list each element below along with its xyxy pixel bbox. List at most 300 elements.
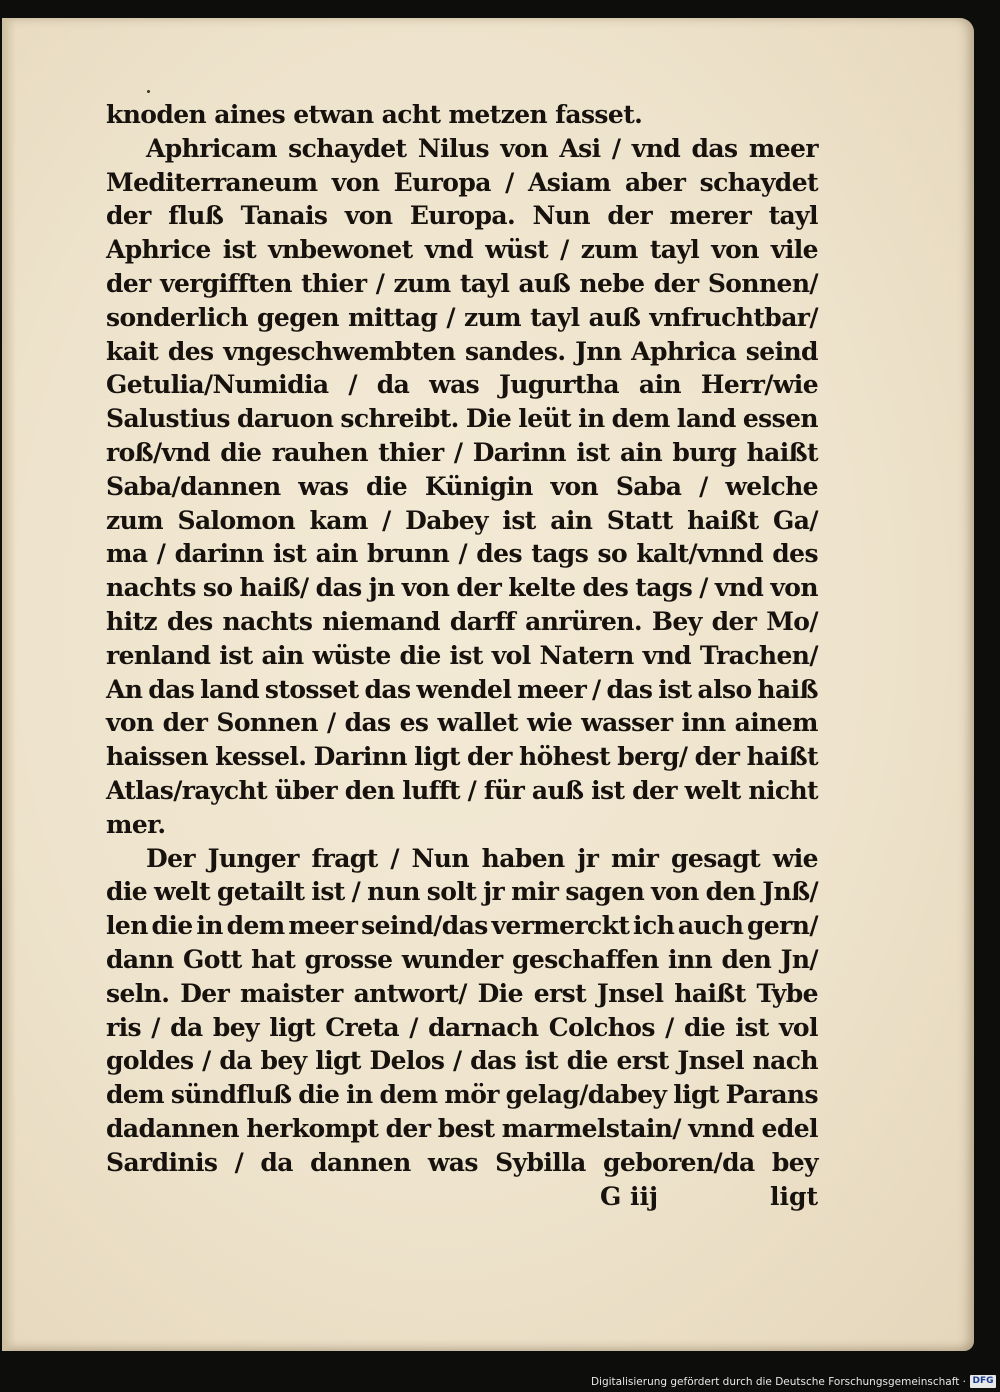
- word: len: [106, 911, 148, 941]
- word: Künigin: [424, 471, 533, 501]
- word: Getulia/Numidia: [106, 370, 329, 400]
- word: Nilus: [417, 133, 489, 163]
- text-line: [106, 909, 818, 943]
- word: der: [653, 268, 699, 298]
- word: Trachen/: [699, 640, 818, 670]
- word: Nun: [411, 843, 469, 873]
- word: Aphricam: [146, 133, 277, 163]
- word: ain: [638, 370, 681, 400]
- word: /: [382, 505, 391, 535]
- word: mör: [444, 1080, 499, 1110]
- word: goldes: [106, 1046, 194, 1076]
- word: /: [409, 1012, 418, 1042]
- word: darnach: [428, 1012, 539, 1042]
- word: merer: [669, 201, 752, 231]
- word: da: [219, 1046, 252, 1076]
- word: Darinn: [472, 437, 566, 467]
- word: /: [452, 1046, 462, 1076]
- word: tags: [531, 539, 589, 569]
- word: wüste: [312, 640, 391, 670]
- dfg-logo: DFG: [970, 1375, 996, 1388]
- word: von: [331, 167, 380, 197]
- word: die: [298, 1080, 340, 1110]
- word: vnfruchtbar/: [649, 302, 818, 332]
- word: meer: [748, 133, 818, 163]
- word: des: [167, 336, 214, 366]
- word: tayl: [649, 235, 700, 265]
- word: also: [697, 674, 752, 704]
- word: /: [151, 1012, 160, 1042]
- word: die: [566, 1046, 608, 1076]
- word: niemand: [322, 606, 440, 636]
- text-line: [106, 436, 818, 470]
- word: hat: [251, 944, 296, 974]
- word: meer: [288, 911, 358, 941]
- word: Die: [477, 978, 523, 1008]
- word: das: [364, 674, 411, 704]
- word: Saba/dannen: [106, 471, 281, 501]
- word: kam: [309, 505, 368, 535]
- word: kalt/vnnd: [636, 539, 763, 569]
- word: das: [606, 674, 653, 704]
- word: ist: [591, 775, 625, 805]
- word: Nun: [532, 201, 590, 231]
- text-line: [106, 1146, 818, 1180]
- word: es: [399, 708, 429, 738]
- word: ist: [524, 1046, 559, 1076]
- word: ist: [576, 437, 610, 467]
- word: Gott: [183, 944, 242, 974]
- word: roß/vnd: [106, 437, 210, 467]
- word: auß: [531, 775, 584, 805]
- word: Mo/: [766, 606, 818, 636]
- word: marmelstain/: [501, 1113, 681, 1143]
- word: was: [298, 471, 349, 501]
- word: Die: [465, 404, 512, 434]
- text-line: [106, 842, 818, 876]
- page-footer-row: [106, 1180, 818, 1214]
- word: Aphrica: [631, 336, 737, 366]
- word: /: [467, 775, 477, 805]
- word: mittag: [348, 302, 438, 332]
- word: Darinn: [313, 742, 407, 772]
- word: berg/: [617, 742, 688, 772]
- word: sonderlich: [106, 302, 248, 332]
- word: zum: [393, 268, 451, 298]
- word: renland: [106, 640, 211, 670]
- text-line: knoden aines etwan acht metzen fasset.: [106, 100, 643, 129]
- word: in: [346, 1080, 373, 1110]
- text-line: [106, 1078, 818, 1112]
- word: ain: [619, 437, 663, 467]
- word: /: [351, 877, 361, 907]
- text-line: [106, 537, 818, 571]
- word: gesagt: [671, 843, 761, 873]
- text-line: [106, 1112, 818, 1146]
- text-line: [106, 470, 818, 504]
- word: der: [467, 742, 512, 772]
- word: geboren/da: [602, 1147, 755, 1177]
- word: zum: [580, 235, 638, 265]
- word: jr: [577, 843, 599, 873]
- text-line: [106, 402, 818, 436]
- word: der: [694, 742, 740, 772]
- text-line: [106, 199, 818, 233]
- word: /: [665, 1012, 674, 1042]
- word: rauhen: [271, 437, 368, 467]
- word: von: [651, 877, 699, 907]
- word: Natern: [539, 640, 634, 670]
- word: nicht: [748, 775, 818, 805]
- word: schaydet: [699, 167, 818, 197]
- word: mir: [511, 877, 559, 907]
- word: ain: [550, 505, 593, 535]
- word: fluß: [168, 201, 224, 231]
- word: mir: [611, 843, 659, 873]
- word: wie: [772, 843, 818, 873]
- word: ligt: [315, 1046, 361, 1076]
- word: burg: [672, 437, 737, 467]
- word: bey: [212, 1012, 259, 1042]
- word: darff: [449, 606, 516, 636]
- word: vol: [491, 640, 531, 670]
- word: dannen: [310, 1147, 411, 1177]
- word: Europa.: [409, 201, 516, 231]
- word: Europa: [393, 167, 491, 197]
- word: land: [676, 404, 736, 434]
- text-line: [106, 774, 818, 808]
- word: das: [344, 708, 391, 738]
- word: dem: [106, 1080, 165, 1110]
- word: dem: [226, 911, 285, 941]
- word: ris: [106, 1012, 141, 1042]
- word: sündfluß: [170, 1080, 292, 1110]
- word: Jnsel: [677, 1046, 744, 1076]
- word: von: [106, 708, 154, 738]
- word: erst: [533, 978, 587, 1008]
- word: von: [401, 573, 450, 603]
- word: von: [500, 133, 548, 163]
- word: die: [151, 911, 193, 941]
- word: dadannen: [106, 1113, 239, 1143]
- word: /: [375, 268, 385, 298]
- word: Salomon: [177, 505, 296, 535]
- book-page: [2, 18, 974, 1351]
- word: ligt: [673, 1080, 719, 1110]
- word: Tanais: [240, 201, 328, 231]
- word: land: [200, 674, 260, 704]
- text-line: mer.: [106, 809, 166, 839]
- text-line: [106, 943, 818, 977]
- word: Salustius: [106, 404, 230, 434]
- word: ligt: [414, 742, 460, 772]
- word: bey: [771, 1147, 818, 1177]
- word: Colchos: [548, 1012, 655, 1042]
- word: daruon: [237, 404, 334, 434]
- word: /: [560, 235, 569, 265]
- catchword: ligt: [769, 1181, 818, 1211]
- word: da: [376, 370, 410, 400]
- word: seind/das: [361, 911, 488, 941]
- word: haißt: [687, 505, 759, 535]
- text-line: [106, 368, 818, 402]
- word: höhest: [519, 742, 610, 772]
- word: jn: [368, 573, 395, 603]
- word: auß: [588, 302, 641, 332]
- word: nach: [752, 1046, 818, 1076]
- word: thier: [378, 437, 444, 467]
- word: vergifften: [160, 268, 292, 298]
- word: best: [437, 1113, 495, 1143]
- word: /: [202, 1046, 211, 1076]
- text-line: [106, 639, 818, 673]
- word: den: [721, 944, 772, 974]
- word: des: [582, 573, 629, 603]
- word: wüst: [485, 235, 549, 265]
- word: Jnsel: [596, 978, 664, 1008]
- word: /: [446, 302, 455, 332]
- word: seind: [745, 336, 818, 366]
- word: da: [170, 1012, 203, 1042]
- word: kelte: [508, 573, 576, 603]
- word: Delos: [369, 1046, 445, 1076]
- word: ist: [311, 877, 345, 907]
- word: des: [772, 539, 818, 569]
- word: /: [156, 539, 166, 569]
- word: Sybilla: [495, 1147, 586, 1177]
- text-line: [106, 571, 818, 605]
- word: antwort/: [353, 978, 467, 1008]
- word: haißt: [674, 978, 746, 1008]
- word: leüt: [518, 404, 571, 434]
- word: der: [162, 708, 208, 738]
- word: hitz: [106, 606, 158, 636]
- word: der: [385, 1113, 431, 1143]
- word: wunder: [401, 944, 503, 974]
- word: ist: [222, 235, 257, 265]
- word: erst: [616, 1046, 669, 1076]
- word: vol: [778, 1012, 818, 1042]
- word: maister: [240, 978, 343, 1008]
- word: herkompt: [246, 1113, 379, 1143]
- word: vnnd: [688, 1113, 755, 1143]
- word: sagen: [565, 877, 645, 907]
- word: so: [202, 573, 233, 603]
- word: nachts: [106, 573, 196, 603]
- word: haißt: [746, 437, 818, 467]
- text-line: [106, 977, 818, 1011]
- word: ist: [735, 1012, 769, 1042]
- word: /: [453, 437, 463, 467]
- word: /: [234, 1147, 244, 1177]
- word: was: [427, 1147, 478, 1177]
- word: /: [458, 539, 467, 569]
- word: Jnn: [575, 336, 622, 366]
- word: in: [578, 404, 605, 434]
- word: ain: [315, 539, 358, 569]
- word: stosset: [264, 674, 359, 704]
- text-block: [106, 98, 818, 1213]
- word: in: [196, 911, 223, 941]
- word: den: [705, 877, 756, 907]
- word: wie: [527, 708, 573, 738]
- text-line: [106, 166, 818, 200]
- word: inn: [668, 944, 713, 974]
- word: ma: [106, 539, 148, 569]
- word: Creta: [325, 1012, 399, 1042]
- word: Sonnen: [216, 708, 318, 738]
- word: was: [429, 370, 480, 400]
- word: ainem: [734, 708, 818, 738]
- word: das: [148, 674, 195, 704]
- word: die: [366, 471, 408, 501]
- word: geschaffen: [512, 944, 659, 974]
- word: Atlas/raycht: [106, 775, 268, 805]
- word: /: [592, 674, 601, 704]
- word: Parans: [725, 1080, 818, 1110]
- word: bey: [260, 1046, 307, 1076]
- text-line: [106, 1011, 818, 1045]
- word: dem: [379, 1080, 438, 1110]
- text-line: [106, 132, 818, 166]
- word: vnd: [424, 235, 474, 265]
- word: brunn: [366, 539, 450, 569]
- text-line: [106, 740, 818, 774]
- word: das: [470, 1046, 517, 1076]
- word: haißt: [746, 742, 818, 772]
- word: solt: [426, 877, 477, 907]
- word: aber: [624, 167, 686, 197]
- word: Junger: [207, 843, 299, 873]
- word: vermerckt: [491, 911, 630, 941]
- word: dann: [106, 944, 174, 974]
- word: gelag/dabey: [505, 1080, 667, 1110]
- word: thier: [301, 268, 367, 298]
- word: der: [711, 606, 757, 636]
- word: die: [106, 877, 148, 907]
- word: grosse: [304, 944, 393, 974]
- word: von: [711, 235, 759, 265]
- word: Bey: [651, 606, 702, 636]
- word: kessel.: [215, 742, 307, 772]
- text-line: [106, 301, 818, 335]
- text-line: [106, 504, 818, 538]
- word: anrüren.: [525, 606, 642, 636]
- word: tags: [635, 573, 693, 603]
- text-line: [106, 1044, 818, 1078]
- word: haiß: [757, 674, 818, 704]
- signature-mark: G iij: [600, 1181, 659, 1211]
- text-line: [106, 335, 818, 369]
- word: ist: [502, 505, 536, 535]
- word: gegen: [257, 302, 339, 332]
- word: vnbewonet: [268, 235, 413, 265]
- word: ich: [633, 911, 675, 941]
- word: Aphrice: [106, 235, 211, 265]
- word: ist: [658, 674, 692, 704]
- word: nebe: [579, 268, 645, 298]
- word: lufft: [402, 775, 460, 805]
- word: wendel: [416, 674, 512, 704]
- word: des: [166, 606, 213, 636]
- word: nun: [367, 877, 420, 907]
- word: Der: [180, 978, 230, 1008]
- word: tayl: [530, 302, 580, 332]
- word: den: [344, 775, 395, 805]
- word: /: [699, 471, 708, 501]
- word: das: [691, 133, 738, 163]
- word: Statt: [606, 505, 673, 535]
- word: /: [505, 167, 514, 197]
- word: ain: [261, 640, 304, 670]
- word: An: [106, 674, 143, 704]
- word: Asi: [559, 133, 601, 163]
- word: vnd: [714, 573, 764, 603]
- word: Sardinis: [106, 1147, 218, 1177]
- text-line: [106, 605, 818, 639]
- text-line: [106, 267, 818, 301]
- word: welt: [154, 877, 211, 907]
- word: der: [632, 775, 677, 805]
- word: da: [260, 1147, 293, 1177]
- word: ist: [272, 539, 307, 569]
- word: Sonnen/: [707, 268, 818, 298]
- word: zum: [106, 505, 164, 535]
- word: ist: [219, 640, 253, 670]
- word: essen: [742, 404, 818, 434]
- word: ligt: [269, 1012, 315, 1042]
- word: Asiam: [528, 167, 611, 197]
- word: Jn/: [780, 944, 818, 974]
- text-line: [106, 706, 818, 740]
- word: der: [106, 201, 151, 231]
- word: die: [683, 1012, 726, 1042]
- word: wallet: [437, 708, 518, 738]
- word: haissen: [106, 742, 208, 772]
- word: /: [327, 708, 336, 738]
- word: /: [611, 133, 621, 163]
- word: Jugurtha: [499, 370, 620, 400]
- word: Dabey: [405, 505, 488, 535]
- page-gutter-shadow: [2, 18, 16, 1351]
- word: sandes.: [465, 336, 566, 366]
- word: der: [456, 573, 502, 603]
- word: Mediterraneum: [106, 167, 318, 197]
- word: jr: [483, 877, 505, 907]
- text-line: [106, 673, 818, 707]
- word: vile: [770, 235, 818, 265]
- word: tayl: [459, 268, 510, 298]
- word: seln.: [106, 978, 170, 1008]
- word: Ga/: [773, 505, 818, 535]
- word: haben: [481, 843, 565, 873]
- word: dem: [611, 404, 670, 434]
- word: welt: [684, 775, 741, 805]
- word: Der: [146, 843, 195, 873]
- word: Herr/wie: [700, 370, 818, 400]
- word: inn: [681, 708, 726, 738]
- word: von: [770, 573, 818, 603]
- word: fragt: [311, 843, 378, 873]
- word: /: [390, 843, 399, 873]
- word: zum: [464, 302, 522, 332]
- word: auß: [518, 268, 571, 298]
- word: vngeschwembten: [223, 336, 456, 366]
- word: der: [106, 268, 151, 298]
- word: tayl: [768, 201, 818, 231]
- word: meer: [517, 674, 587, 704]
- word: ist: [449, 640, 483, 670]
